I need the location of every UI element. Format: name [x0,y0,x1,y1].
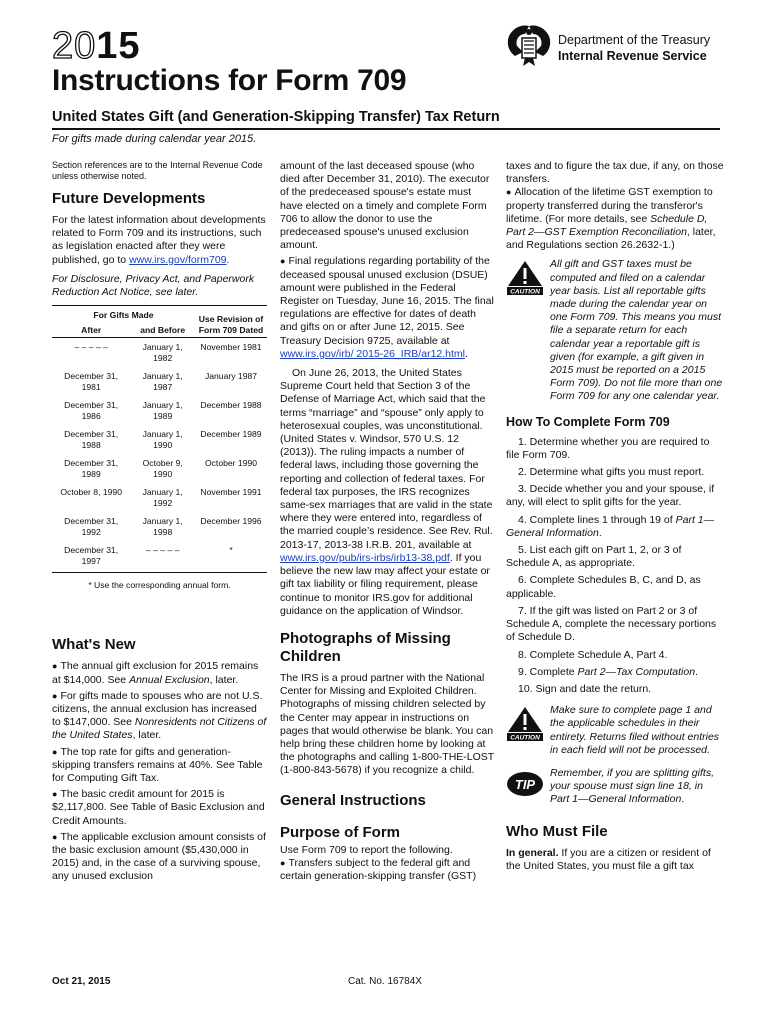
table-row: December 31, 1988 January 1, 1990 December 1989 [64,429,262,450]
svg-text:TIP: TIP [514,776,536,792]
general-instructions-heading: General Instructions [280,791,426,809]
page-subtitle: United States Gift (and Generation-Skipping Transfer) Tax Return [52,109,500,125]
list-item: 8. Complete Schedule A, Part 4. [518,648,668,661]
who-must-file-heading: Who Must File [506,822,608,840]
column-2 [280,160,495,886]
dsue-paragraph: amount of the last deceased spouse (who died after December 31, 2010). The executor of the predeceased spouse's estate must have elected on a timely and complete Form 706 to allow the donor to use the predeceased spouse's unused exclusion amount. [280,160,490,252]
windsor-paragraph: On June 26, 2013, the United States Supreme Court held that Section 3 of the Defense of Marriage Act, which said that the terms “marriage” and “spouse” only apply to heterosexual couples, was unconstitutional. (United States v. Windsor, 570 U.S. 12 (2013)). The ruling impacts a number of federal laws, including those governing the reporting and collection of federal taxes. For federal tax purposes, the IRS recognizes same-sex marriages that are valid in the state where they were entered into, regardless of the married couple’s residence. See Rev. Rul. 2013-17, 2013-38 I.R.B. 201, available at www.irs.gov/pub/irs-irbs/irb13-38.pdf. If you believe the new law may affect your estate or gift tax liability or filing requirement, please continue to monitor IRS.gov for additional guidance on the application of Windsor. [280,367,493,617]
tip-icon [506,769,544,799]
header-divider [52,128,720,130]
treasury-decision-link[interactable]: www.irs.gov/irb/ 2015-26_IRB/ar12.html [280,347,465,360]
table-row: October 8, 1990 January 1, 1992 November 1991 [60,487,262,508]
purpose-heading: Purpose of Form [280,823,401,841]
purpose-bullet: ● Transfers subject to the federal gift and certain generation-skipping transfer (GST) [280,856,477,882]
form-year: 2015 [52,25,141,67]
table-after-header: After [52,323,130,338]
section-references: Section references are to the Internal Revenue Code unless otherwise noted. [52,160,263,181]
column-3 [506,160,724,876]
column-1 [52,160,267,887]
table-row: – – – – – January 1, 1982 November 1981 [74,342,262,363]
table-row: December 31, 1986 January 1, 1989 December 1988 [64,400,262,421]
revision-date: Oct 21, 2015 [52,976,111,987]
revision-table [52,305,267,570]
missing-children-heading: Photographs of Missing Children [280,629,451,665]
list-item: 9. Complete Part 2—Tax Computation. [518,665,698,678]
list-item: 2. Determine what gifts you must report. [518,466,705,479]
list-item: 4. Complete lines 1 through 19 of Part 1—General Information. [506,513,715,539]
future-developments-text: For the latest information about developments related to Form 709 and its instructions, such as legislation enacted after they were published, go to www.irs.gov/form709. [52,214,266,266]
whats-new-item: ● For gifts made to spouses who are not U.S. citizens, the annual exclusion has increased to $147,000. See Nonresidents not Citizens of the United States, later. [52,689,267,742]
form709-link[interactable]: www.irs.gov/form709 [129,253,227,266]
future-developments-heading: Future Developments [52,190,206,207]
final-regulations-paragraph: ● Final regulations regarding portability of the deceased spousal unused exclusion (DSUE) amount were published in the Federal Register on Tuesday, June 16, 2015. The final regulations are effective for dates of death and gifts on or after June 12, 2015. See Treasury Decision 9725, available at www.irs.gov/irb/ 2015-26_IRB/ar12.html. [280,255,494,360]
department-block: Department of the Treasury Internal Revenue Service [558,33,711,63]
whats-new-item: ● The applicable exclusion amount consists of the basic exclusion amount ($5,430,000 in 2015) and, in the case of a surviving spouse, any unused exclusion [52,830,266,883]
purpose-continued: taxes and to figure the tax due, if any, on those transfers. [506,160,724,186]
whats-new-item: ● The basic credit amount for 2015 is $2,117,800. See Table of Basic Exclusion and Credit Amounts. [52,788,265,827]
table-group-header: For Gifts Made [52,306,195,323]
table-footnote: * Use the corresponding annual form. [52,572,267,592]
steps-list [506,436,724,696]
who-must-file-text: In general. If you are a citizen or resident of the United States, you must file a gift tax [506,846,711,872]
table-row: December 31, 1989 October 9, 1990 October 1990 [64,458,258,479]
how-to-complete-heading: How To Complete Form 709 [506,414,670,429]
catalog-number: Cat. No. 16784X [348,976,422,987]
disclosure-note: For Disclosure, Privacy Act, and Paperwork Reduction Act Notice, see later. [52,272,255,299]
svg-text:CAUTION: CAUTION [510,734,540,742]
whats-new-item: ● The top rate for gifts and generation-skipping transfers remains at 40%. See Table for Computing Gift Tax. [52,745,263,785]
svg-text:CAUTION: CAUTION [510,288,540,296]
caution-callout: CAUTION Make sure to complete page 1 and the applicable schedules in their entirety. Returns filed without entries in each field will not be processed. [506,704,724,757]
table-row: December 31, 1992 January 1, 1998 December 1996 [64,516,262,537]
list-item: 1. Determine whether you are required to file Form 709. [506,435,710,461]
gst-allocation-bullet: ● Allocation of the lifetime GST exemption to property transferred during the transferor's lifetime. (For more details, see Schedule D, Part 2—GST Exemption Reconciliation, later, and Regulations section 26.2632-1.) [506,186,716,252]
irs-eagle-logo-icon [503,22,555,68]
table-row: December 31, 1997 – – – – – * [64,545,233,566]
table-revision-header: Use Revision of Form 709 Dated [195,306,267,338]
caution-icon [506,260,544,296]
whats-new-item: ● The annual gift exclusion for 2015 remains at $14,000. See Annual Exclusion, later. [52,660,259,686]
purpose-text: Use Form 709 to report the following. [280,843,453,856]
table-row: December 31, 1981 January 1, 1987 January 1987 [64,371,258,392]
missing-children-text: The IRS is a proud partner with the National Center for Missing and Exploited Children. Photographs of missing children selected by the Center may appear in instructions on pages that would otherwise be blank. You can help bring these children home by looking at the photographs and calling 1-800-THE-LOST (1-800-843-5678) if you recognize a child. [280,671,495,777]
caution-icon [506,706,544,742]
caution-callout: CAUTION All gift and GST taxes must be computed and filed on a calendar year basis. List all reportable gifts made during the calendar year on one Form 709. This means you must file a separate return for each calendar year a reportable gift is given (for example, a gift given in 2015 must be reported on a 2015 Form 709). Do not file more than one Form 709 for any one calendar year. [506,258,724,403]
list-item: 7. If the gift was listed on Part 2 or 3 of Schedule A, complete the necessary portions of Schedule D. [506,604,717,644]
list-item: 3. Decide whether you and your spouse, if any, will elect to split gifts for the year. [506,483,715,509]
list-item: 6. Complete Schedules B, C, and D, as applicable. [506,574,701,600]
page-title: Instructions for Form 709 [52,64,407,97]
whats-new-heading: What's New [52,636,136,654]
list-item: 5. List each gift on Part 1, 2, or 3 of Schedule A, as appropriate. [506,544,682,570]
tip-callout: TIP Remember, if you are splitting gifts, your spouse must sign line 18, in Part 1—General Information. [506,767,724,807]
irb-link[interactable]: www.irs.gov/pub/irs-irbs/irb13-38.pdf [280,551,450,564]
table-before-header: and Before [130,323,195,338]
list-item: 10. Sign and date the return. [518,682,652,695]
gift-year-note: For gifts made during calendar year 2015. [52,133,257,145]
